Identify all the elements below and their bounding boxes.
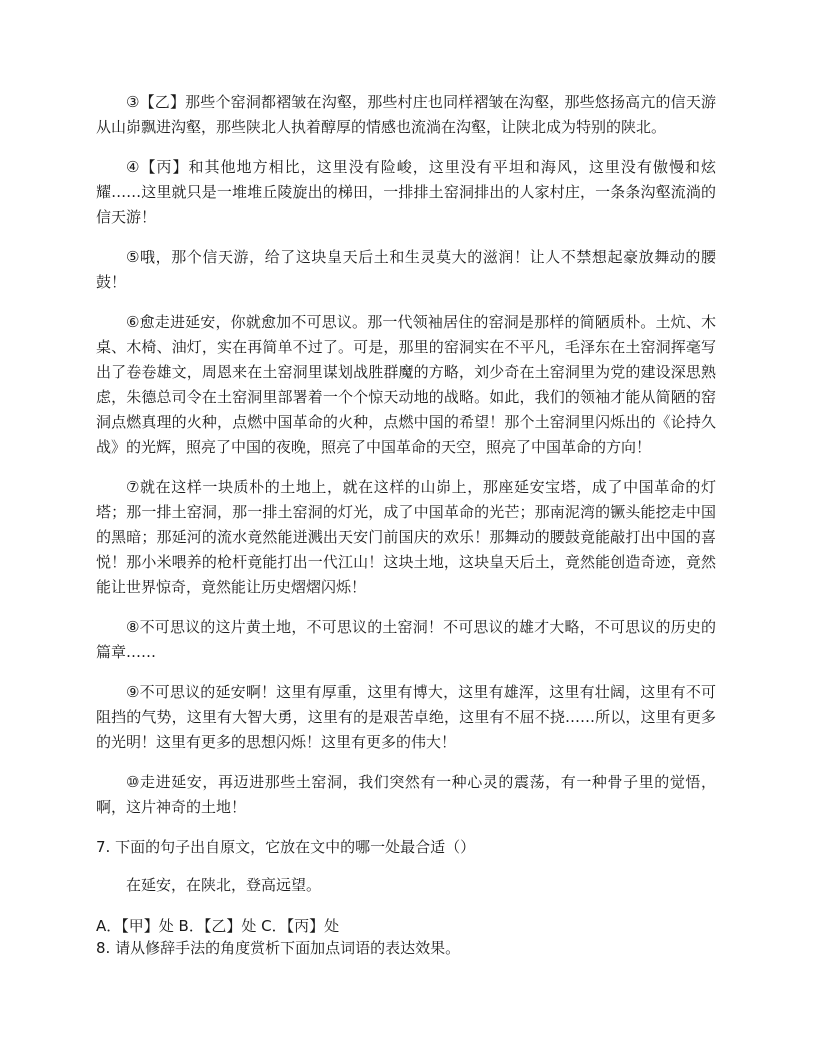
paragraph-3: ③【乙】那些个窑洞都褶皱在沟壑，那些村庄也同样褶皱在沟壑，那些悠扬高亢的信天游从山峁飘进沟壑，那些陕北人执着醇厚的情感也流淌在沟壑，让陕北成为特别的陕北。 [96,93,716,136]
paragraph-5: ⑤哦，那个信天游，给了这块皇天后土和生灵莫大的滋润！让人不禁想起豪放舞动的腰鼓！ [96,248,716,291]
paragraph-8: ⑧不可思议的这片黄土地，不可思议的土窑洞！不可思议的雄才大略，不可思议的历史的篇章…… [96,618,716,661]
paragraph-10: ⑩走进延安，再迈进那些土窑洞，我们突然有一种心灵的震荡，有一种骨子里的觉悟，啊，这片神奇的土地！ [96,773,716,816]
paragraph-9: ⑨不可思议的延安啊！这里有厚重，这里有博大，这里有雄浑，这里有壮阔，这里有不可阻挡的气势，这里有大智大勇，这里有的是艰苦卓绝，这里有不屈不挠……所以，这里有更多的光明！这里有更多的思想闪烁！这里有更多的伟大！ [96,683,716,751]
question-7-quote: 在延安，在陕北，登高远望。 [126,876,322,894]
question-7-stem: 7. 下面的句子出自原文，它放在文中的哪一处最合适（） [96,838,476,856]
question-8-stem: 8. 请从修辞手法的角度赏析下面加点词语的表达效果。 [96,939,461,957]
document-page [96,90,716,959]
paragraph-7: ⑦就在这样一块质朴的土地上，就在这样的山峁上，那座延安宝塔，成了中国革命的灯塔；那一排土窑洞，那一排土窑洞的灯光，成了中国革命的光芒；那南泥湾的镢头能挖走中国的黑暗；那延河的流水竟然能迸溅出天安门前国庆的欢乐！那舞动的腰鼓竟能敲打出中国的喜悦！那小米喂养的枪杆竟能打出一代江山！这块土地，这块皇天后土，竟然能创造奇迹，竟然能让世界惊奇，竟然能让历史熠熠闪烁！ [96,478,716,596]
paragraph-4: ④【丙】和其他地方相比，这里没有险峻，这里没有平坦和海风，这里没有傲慢和炫耀……这里就只是一堆堆丘陵旋出的梯田，一排排土窑洞排出的人家村庄，一条条沟壑流淌的信天游！ [96,158,716,226]
question-7-options: A．【甲】处 B．【乙】处 C．【丙】处 [96,917,340,935]
paragraph-6: ⑥愈走进延安，你就愈加不可思议。那一代领袖居住的窑洞是那样的简陋质朴。土炕、木桌、木椅、油灯，实在再简单不过了。可是，那里的窑洞实在不平凡，毛泽东在土窑洞挥毫写出了卷卷雄文，周恩来在土窑洞里谋划战胜群魔的方略，刘少奇在土窑洞里为党的建设深思熟虑，朱德总司令在土窑洞里部署着一个个惊天动地的战略。如此，我们的领袖才能从简陋的窑洞点燃真理的火种，点燃中国革命的火种，点燃中国的希望！那个土窑洞里闪烁出的《论持久战》的光辉，照亮了中国的夜晚，照亮了中国革命的天空，照亮了中国革命的方向！ [96,313,716,456]
